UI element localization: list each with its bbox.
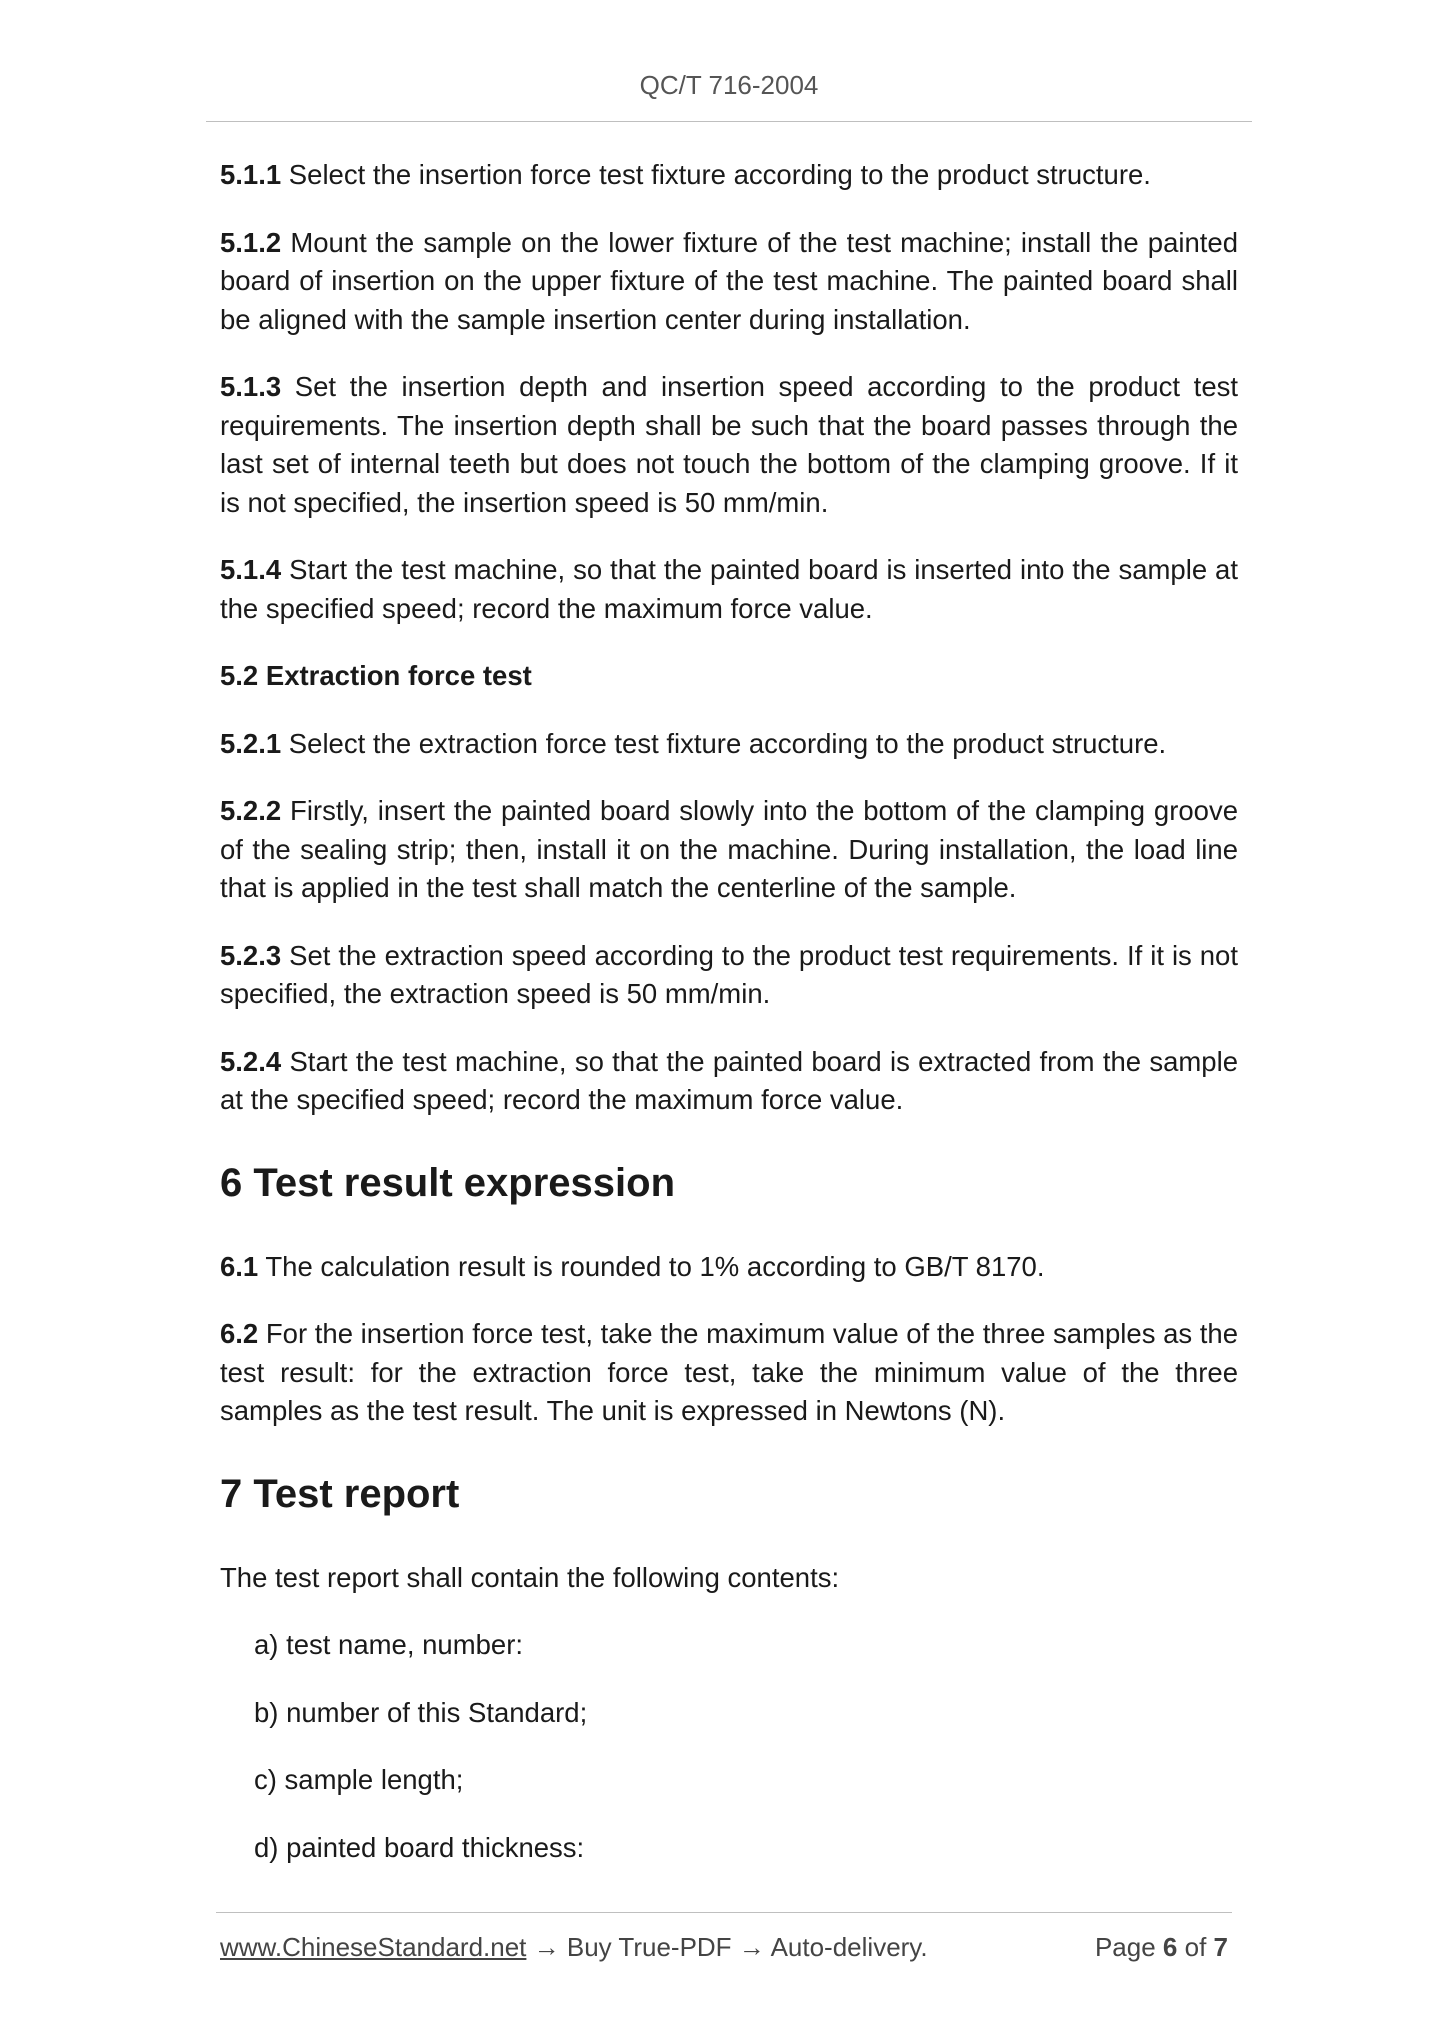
list-item: a) test name, number: [254,1629,524,1660]
clause-text: Start the test machine, so that the painted board is inserted into the sample at the specified speed; record the maximum force value. [220,554,1238,624]
clause-number: 6.1 [220,1250,259,1282]
list-item: d) painted board thickness: [254,1831,585,1863]
clause-number: 6.2 [220,1318,259,1349]
clause-5-1-1 [220,156,1238,195]
report-intro: The test report shall contain the following contents: [220,1561,840,1593]
subsection-heading-5-2 [220,657,1238,696]
section-heading-6: 6 Test result expression [220,1160,675,1205]
subsection-heading-text: 5.2 Extraction force test [220,660,532,691]
clause-number: 5.1.4 [220,554,282,585]
clause-6-1 [220,1248,1238,1287]
footer-divider [216,1912,1232,1913]
clause-5-1-3 [220,368,1238,522]
of-label: of [1177,1932,1214,1962]
total-page-count: 7 [1213,1932,1228,1962]
clause-6-2 [220,1315,1238,1431]
footer-tagline: → Buy True-PDF → Auto-delivery. [526,1932,928,1962]
clause-number: 5.2.2 [220,795,282,826]
clause-text: Set the insertion depth and insertion speed according to the product test requirements. The insertion depth shall be such that the board passes through the last set of internal teeth but does not touch the bottom of the clamping groove. If it is not specified, the insertion speed is 50 mm/min. [220,371,1238,518]
clause-text: Start the test machine, so that the painted board is extracted from the sample at the specified speed; record the maximum force value. [220,1045,1238,1115]
clause-text: Select the insertion force test fixture according to the product structure. [281,159,1151,190]
clause-5-1-2 [220,224,1238,340]
list-item: c) sample length; [254,1764,464,1795]
page-number-indicator [1095,1932,1228,1963]
section-heading-7: 7 Test report [220,1471,460,1516]
clause-5-1-4 [220,551,1238,628]
clause-number: 5.1.1 [220,159,282,190]
header-divider [206,121,1252,122]
clause-number: 5.1.3 [220,371,282,402]
clause-5-2-3 [220,937,1238,1014]
website-link[interactable]: www.ChineseStandard.net [220,1932,527,1962]
current-page-number: 6 [1162,1932,1178,1962]
list-item: b) number of this Standard; [254,1696,588,1728]
clause-number: 5.2.3 [220,939,282,971]
clause-5-2-1 [220,725,1238,764]
clause-number: 5.2.1 [220,727,282,759]
document-id-header: QC/T 716-2004 [639,70,819,100]
clause-text: Set the extraction speed according to the product test requirements. If it is not specified, the extraction speed is 50 mm/min. [220,939,1238,1009]
clause-text: Select the extraction force test fixture according to the product structure. [281,727,1167,759]
clause-number: 5.2.4 [220,1045,282,1077]
page-content [220,156,1238,1896]
clause-text: Mount the sample on the lower fixture of the test machine; install the painted board of insertion on the upper fixture of the test machine. The painted board shall be aligned with the sample insertion center during installation. [220,226,1238,335]
clause-5-2-2 [220,792,1238,908]
clause-5-2-4 [220,1043,1238,1120]
page-label: Page [1094,1932,1163,1962]
clause-text: The calculation result is rounded to 1% according to GB/T 8170. [258,1250,1045,1282]
clause-number: 5.1.2 [220,226,282,258]
clause-text: For the insertion force test, take the maximum value of the three samples as the test result: for the extraction force test, take the minimum value of the three samples as the test result. The unit is expressed in Newtons (N). [220,1318,1239,1426]
clause-text: Firstly, insert the painted board slowly into the bottom of the clamping groove of the sealing strip; then, install it on the machine. During installation, the load line that is applied in the test shall match the centerline of the sample. [220,795,1238,903]
footer-promo [220,1932,928,1963]
